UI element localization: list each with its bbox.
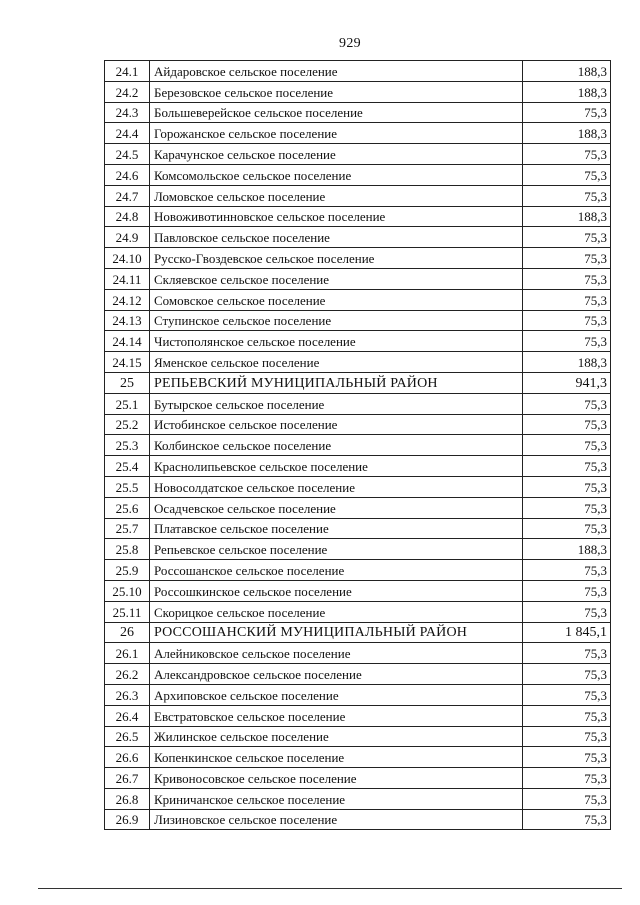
row-name: Репьевское сельское поселение xyxy=(150,539,523,560)
row-number: 26.5 xyxy=(105,726,150,747)
table-row xyxy=(105,123,611,144)
row-number: 26.4 xyxy=(105,705,150,726)
row-number: 24.6 xyxy=(105,164,150,185)
row-value: 75,3 xyxy=(523,227,611,248)
district-value: 1 845,1 xyxy=(523,622,611,643)
row-number: 25.8 xyxy=(105,539,150,560)
row-name: Скорицкое сельское поселение xyxy=(150,601,523,622)
row-number: 24.7 xyxy=(105,185,150,206)
row-number: 24.10 xyxy=(105,248,150,269)
district-row xyxy=(105,372,611,393)
row-number: 25.10 xyxy=(105,580,150,601)
table-row xyxy=(105,705,611,726)
row-name: Новосолдатское сельское поселение xyxy=(150,476,523,497)
row-name: Айдаровское сельское поселение xyxy=(150,61,523,82)
row-name: Криничанское сельское поселение xyxy=(150,788,523,809)
table-row xyxy=(105,331,611,352)
row-name: Жилинское сельское поселение xyxy=(150,726,523,747)
row-value: 75,3 xyxy=(523,664,611,685)
row-value: 75,3 xyxy=(523,684,611,705)
row-name: Александровское сельское поселение xyxy=(150,664,523,685)
row-name: Платавское сельское поселение xyxy=(150,518,523,539)
row-name: Большеверейское сельское поселение xyxy=(150,102,523,123)
row-number: 25.2 xyxy=(105,414,150,435)
row-name: Бутырское сельское поселение xyxy=(150,393,523,414)
row-name: Ломовское сельское поселение xyxy=(150,185,523,206)
table-row xyxy=(105,664,611,685)
row-name: Архиповское сельское поселение xyxy=(150,684,523,705)
row-number: 24.2 xyxy=(105,81,150,102)
table-row xyxy=(105,601,611,622)
settlements-table xyxy=(104,60,611,830)
table-row xyxy=(105,456,611,477)
row-value: 75,3 xyxy=(523,393,611,414)
row-value: 75,3 xyxy=(523,560,611,581)
row-number: 25.3 xyxy=(105,435,150,456)
row-value: 75,3 xyxy=(523,768,611,789)
row-value: 75,3 xyxy=(523,788,611,809)
row-value: 75,3 xyxy=(523,580,611,601)
row-value: 75,3 xyxy=(523,185,611,206)
row-name: Краснолипьевское сельское поселение xyxy=(150,456,523,477)
row-value: 75,3 xyxy=(523,310,611,331)
row-number: 26.7 xyxy=(105,768,150,789)
district-value: 941,3 xyxy=(523,372,611,393)
row-value: 75,3 xyxy=(523,414,611,435)
row-number: 24.8 xyxy=(105,206,150,227)
table-row xyxy=(105,102,611,123)
table-row xyxy=(105,768,611,789)
row-name: Чистополянское сельское поселение xyxy=(150,331,523,352)
row-name: Карачунское сельское поселение xyxy=(150,144,523,165)
row-number: 26.2 xyxy=(105,664,150,685)
row-number: 24.15 xyxy=(105,352,150,373)
row-number: 25.1 xyxy=(105,393,150,414)
row-name: Павловское сельское поселение xyxy=(150,227,523,248)
table-row xyxy=(105,289,611,310)
row-value: 75,3 xyxy=(523,435,611,456)
row-number: 24.11 xyxy=(105,268,150,289)
district-row xyxy=(105,622,611,643)
table-row xyxy=(105,185,611,206)
row-name: Россошанское сельское поселение xyxy=(150,560,523,581)
table-row xyxy=(105,518,611,539)
table-row xyxy=(105,164,611,185)
row-number: 26.8 xyxy=(105,788,150,809)
row-value: 188,3 xyxy=(523,206,611,227)
row-number: 24.14 xyxy=(105,331,150,352)
row-value: 188,3 xyxy=(523,61,611,82)
footer-divider xyxy=(38,888,622,889)
row-name: Комсомольское сельское поселение xyxy=(150,164,523,185)
row-value: 75,3 xyxy=(523,747,611,768)
row-number: 24.1 xyxy=(105,61,150,82)
table-row xyxy=(105,81,611,102)
row-value: 75,3 xyxy=(523,809,611,830)
district-name: РЕПЬЕВСКИЙ МУНИЦИПАЛЬНЫЙ РАЙОН xyxy=(150,372,523,393)
row-value: 75,3 xyxy=(523,102,611,123)
row-name: Новоживотинновское сельское поселение xyxy=(150,206,523,227)
row-number: 26.3 xyxy=(105,684,150,705)
row-number: 25.11 xyxy=(105,601,150,622)
district-number: 25 xyxy=(105,372,150,393)
row-number: 25.7 xyxy=(105,518,150,539)
row-name: Евстратовское сельское поселение xyxy=(150,705,523,726)
district-name: РОССОШАНСКИЙ МУНИЦИПАЛЬНЫЙ РАЙОН xyxy=(150,622,523,643)
row-value: 188,3 xyxy=(523,352,611,373)
row-number: 25.4 xyxy=(105,456,150,477)
row-value: 75,3 xyxy=(523,248,611,269)
row-number: 25.6 xyxy=(105,497,150,518)
table-row xyxy=(105,393,611,414)
row-value: 75,3 xyxy=(523,497,611,518)
table-row xyxy=(105,497,611,518)
row-value: 188,3 xyxy=(523,539,611,560)
row-value: 188,3 xyxy=(523,123,611,144)
table-row xyxy=(105,809,611,830)
table-row xyxy=(105,435,611,456)
row-number: 25.5 xyxy=(105,476,150,497)
row-value: 75,3 xyxy=(523,268,611,289)
row-value: 75,3 xyxy=(523,643,611,664)
row-number: 24.13 xyxy=(105,310,150,331)
table-body xyxy=(105,61,611,830)
row-name: Колбинское сельское поселение xyxy=(150,435,523,456)
row-value: 75,3 xyxy=(523,331,611,352)
table-row xyxy=(105,539,611,560)
table-row xyxy=(105,310,611,331)
row-value: 75,3 xyxy=(523,601,611,622)
page-number: 929 xyxy=(339,36,361,51)
row-name: Алейниковское сельское поселение xyxy=(150,643,523,664)
row-name: Лизиновское сельское поселение xyxy=(150,809,523,830)
row-name: Скляевское сельское поселение xyxy=(150,268,523,289)
row-number: 24.9 xyxy=(105,227,150,248)
row-number: 24.5 xyxy=(105,144,150,165)
row-value: 75,3 xyxy=(523,456,611,477)
table-row xyxy=(105,643,611,664)
row-value: 75,3 xyxy=(523,726,611,747)
table-row xyxy=(105,268,611,289)
row-number: 24.12 xyxy=(105,289,150,310)
row-name: Осадчевское сельское поселение xyxy=(150,497,523,518)
row-number: 26.1 xyxy=(105,643,150,664)
table-row xyxy=(105,206,611,227)
row-number: 26.9 xyxy=(105,809,150,830)
table-row xyxy=(105,61,611,82)
row-value: 75,3 xyxy=(523,705,611,726)
district-number: 26 xyxy=(105,622,150,643)
row-name: Горожанское сельское поселение xyxy=(150,123,523,144)
row-value: 75,3 xyxy=(523,144,611,165)
row-name: Кривоносовское сельское поселение xyxy=(150,768,523,789)
row-value: 75,3 xyxy=(523,476,611,497)
row-number: 24.4 xyxy=(105,123,150,144)
row-value: 75,3 xyxy=(523,164,611,185)
row-name: Березовское сельское поселение xyxy=(150,81,523,102)
row-name: Сомовское сельское поселение xyxy=(150,289,523,310)
table-row xyxy=(105,144,611,165)
row-name: Копенкинское сельское поселение xyxy=(150,747,523,768)
table-row xyxy=(105,352,611,373)
table-row xyxy=(105,248,611,269)
row-name: Яменское сельское поселение xyxy=(150,352,523,373)
table-row xyxy=(105,414,611,435)
table-row xyxy=(105,476,611,497)
table-row xyxy=(105,788,611,809)
row-value: 75,3 xyxy=(523,289,611,310)
row-number: 24.3 xyxy=(105,102,150,123)
row-name: Русско-Гвоздевское сельское поселение xyxy=(150,248,523,269)
row-name: Истобинское сельское поселение xyxy=(150,414,523,435)
row-number: 25.9 xyxy=(105,560,150,581)
row-name: Россошкинское сельское поселение xyxy=(150,580,523,601)
row-value: 75,3 xyxy=(523,518,611,539)
row-number: 26.6 xyxy=(105,747,150,768)
table-row xyxy=(105,747,611,768)
table-row xyxy=(105,684,611,705)
row-value: 188,3 xyxy=(523,81,611,102)
table-row xyxy=(105,227,611,248)
row-name: Ступинское сельское поселение xyxy=(150,310,523,331)
table-row xyxy=(105,580,611,601)
table-row xyxy=(105,726,611,747)
table-row xyxy=(105,560,611,581)
